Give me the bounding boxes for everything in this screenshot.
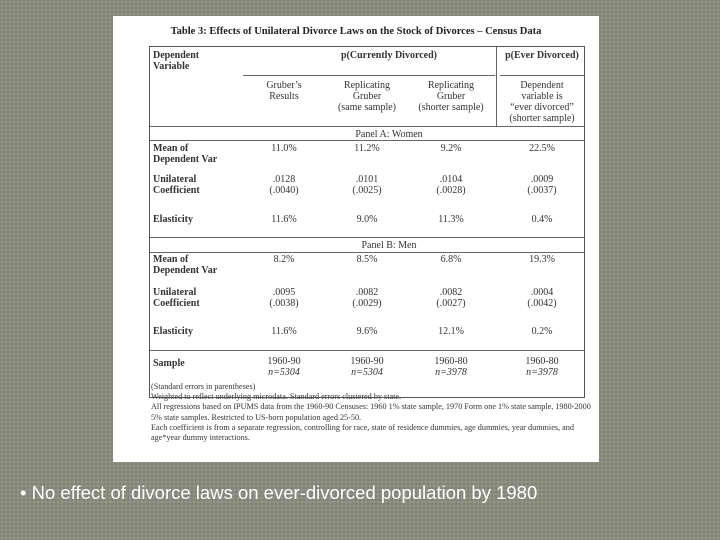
cell: n=3978 [526, 367, 558, 378]
cell: (.0038) [269, 298, 299, 309]
cell: (.0037) [527, 185, 557, 196]
row-label-coefficient-2: Coefficient [153, 298, 200, 309]
cell: 11.0% [271, 143, 297, 154]
slide-bullet: • No effect of divorce laws on ever-divorced population by 1980 [20, 482, 538, 503]
cell: 0.2% [531, 326, 553, 337]
col4-header-line4: (shorter sample) [509, 113, 575, 124]
col4-header-line3: “ever divorced” [510, 102, 574, 113]
cell: (.0042) [527, 298, 557, 309]
cell: .0128 [272, 174, 296, 185]
col4-header-line1: Dependent [520, 80, 564, 91]
sample-rule [150, 350, 584, 351]
note-line: Each coefficient is from a separate regression, controlling for race, state of residence dummies, age dummies, year dummies, and age*year dummy interactions. [151, 422, 574, 443]
cell: 11.2% [354, 143, 380, 154]
group-underline-1 [243, 75, 495, 76]
dependent-variable-label-2: Variable [153, 61, 190, 72]
cell: 11.6% [271, 326, 297, 337]
col3-header-line3: (shorter sample) [418, 102, 484, 113]
row-label-mean: Mean of [153, 143, 189, 154]
note-line: (Standard errors in parentheses) [151, 382, 256, 391]
panel-b-label: Panel B: Men [361, 240, 417, 251]
table-frame [149, 46, 585, 398]
col2-header-line1: Replicating [343, 80, 391, 91]
cell: (.0025) [352, 185, 382, 196]
cell: (.0027) [436, 298, 466, 309]
col1-header-line1: Gruber’s [266, 80, 302, 91]
cell: .0082 [439, 287, 463, 298]
cell: 1960-80 [434, 356, 468, 367]
cell: 9.0% [356, 214, 378, 225]
col4-header-line2: variable is [521, 91, 563, 102]
cell: 1960-80 [525, 356, 559, 367]
cell: 22.5% [529, 143, 555, 154]
row-label-coefficient: Unilateral [153, 287, 197, 298]
row-label-mean: Mean of [153, 254, 189, 265]
col3-header-line2: Gruber [436, 91, 466, 102]
cell: .0095 [272, 287, 296, 298]
group-header-currently-divorced: p(Currently Divorced) [340, 50, 437, 61]
cell: 0.4% [531, 214, 553, 225]
cell: .0009 [530, 174, 554, 185]
row-label-elasticity: Elasticity [153, 326, 193, 337]
group-header-ever-divorced: p(Ever Divorced) [505, 50, 579, 61]
table-title: Table 3: Effects of Unilateral Divorce Laws on the Stock of Divorces – Census Data [170, 26, 542, 37]
row-label-sample: Sample [153, 358, 185, 369]
cell: 11.3% [438, 214, 464, 225]
cell: 19.3% [529, 254, 555, 265]
row-label-coefficient: Unilateral [153, 174, 197, 185]
cell: (.0029) [352, 298, 382, 309]
header-rule [150, 126, 584, 127]
header-column-divider [496, 47, 497, 126]
col3-header-line1: Replicating [427, 80, 475, 91]
cell: 9.2% [440, 143, 462, 154]
cell: 1960-90 [267, 356, 301, 367]
cell: .0082 [355, 287, 379, 298]
cell: (.0028) [436, 185, 466, 196]
table-image [113, 16, 599, 462]
cell: n=3978 [435, 367, 467, 378]
col2-header-line2: Gruber [352, 91, 382, 102]
cell: .0004 [530, 287, 554, 298]
panel-b-rule-top [150, 237, 584, 238]
row-label-elasticity: Elasticity [153, 214, 193, 225]
panel-a-rule [150, 140, 584, 141]
row-label-mean-2: Dependent Var [153, 154, 218, 165]
cell: 8.2% [273, 254, 295, 265]
col2-header-line3: (same sample) [337, 102, 397, 113]
panel-b-rule [150, 252, 584, 253]
cell: 6.8% [440, 254, 462, 265]
col1-header-line2: Results [269, 91, 299, 102]
cell: (.0040) [269, 185, 299, 196]
row-label-coefficient-2: Coefficient [153, 185, 200, 196]
cell: n=5304 [268, 367, 300, 378]
row-label-mean-2: Dependent Var [153, 265, 218, 276]
note-line: Weighted to reflect underlying microdata. Standard errors clustered by state. [151, 392, 402, 402]
note-line: All regressions based on IPUMS data from the 1960-90 Censuses: 1960 1% state sample, 1970 Form one 1% state sample, 1980-2000 5% state samples. Restricted to US-born population aged 25-50. [151, 402, 591, 422]
cell: 12.1% [438, 326, 464, 337]
cell: 11.6% [271, 214, 297, 225]
table-notes [151, 382, 595, 443]
panel-a-label: Panel A: Women [355, 129, 423, 140]
cell: n=5304 [351, 367, 383, 378]
dependent-variable-label: Dependent [153, 50, 200, 61]
cell: .0104 [439, 174, 463, 185]
cell: 8.5% [356, 254, 378, 265]
cell: 1960-90 [350, 356, 384, 367]
cell: 9.6% [356, 326, 378, 337]
cell: .0101 [355, 174, 379, 185]
group-underline-2 [500, 75, 584, 76]
